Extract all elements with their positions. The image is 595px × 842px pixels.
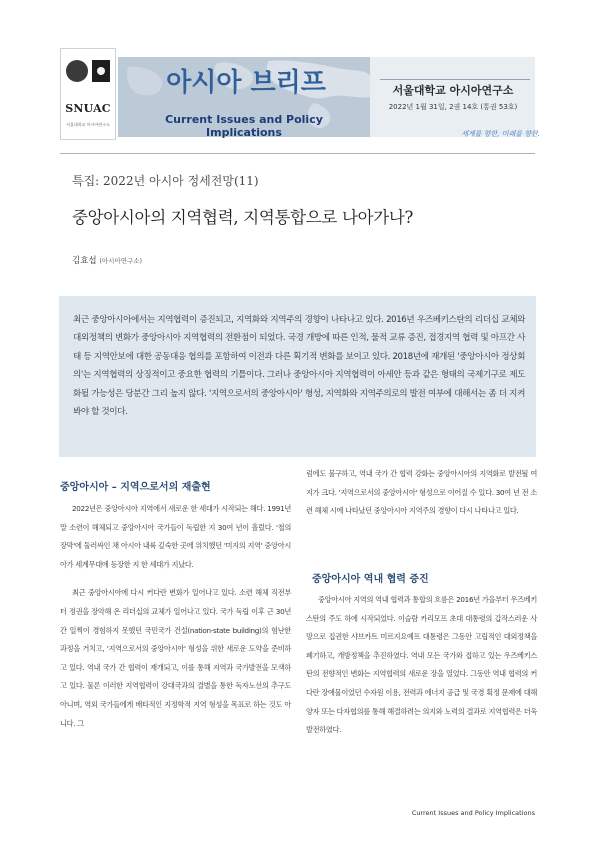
summary-text: 최근 중앙아시아에서는 지역협력이 증진되고, 지역화와 지역주의 경향이 나타나고 있다. 2016년 우즈베키스탄의 리더십 교체와 대외정책의 변화가 중앙아시아 지역협력의 전환점이 되었다. 국경 개방에 따른 인적, 물적 교류 증진, 접경지역 협력 및 아프간 사태 등 지역안보에 대한 공동대응 협의를 포함하여 이전과 다른 획기적 변화를 보이고 있다. 2018년에 재개된 '중앙아시아 정상회의'는 지역협력의 상징적이고 중요한 협력의 기틀이다. 그러나 중앙아시아 지역협력이 아세안 등과 같은 형태의 국제기구로 제도화될 가능성은 당분간 그리 높지 않다. '지역으로서의 중앙아시아' 형성, 지역화와 지역주의로의 발전 여부에 대해서는 좀 더 지켜봐야 할 것이다. (73, 315, 525, 418)
section-heading-1: 중앙아시아 – 지역으로서의 재출현 (60, 482, 211, 493)
article-headline: 중앙아시아의 지역협력, 지역통합으로 나아가나? (72, 208, 414, 227)
paragraph: 2022년은 중앙아시아 지역에서 새로운 한 세대가 시작되는 해다. 1991년 말 소련이 해체되고 중앙아시아 국가들이 독립한 지 30여 년이 흘렀다. '철의 장막'에 둘러싸인 채 아시아 내륙 깊숙한 곳에 위치했던 '미지의 지역' 중앙아시아가 세계무대에 등장한 지 한 세대가 지났다. (60, 504, 291, 569)
institute-emblem-icon (92, 60, 110, 82)
footer-text: Current Issues and Policy Implications (411, 809, 535, 817)
logo-text: SNUAC (65, 102, 111, 115)
university-emblem-icon (66, 60, 88, 82)
brief-title: 아시아 브리프 (166, 68, 326, 98)
left-column (60, 500, 291, 743)
author-name: 김효섭 (72, 256, 97, 266)
paragraph: 럼에도 불구하고, 역내 국가 간 협력 강화는 중앙아시아의 지역화로 발전될 여지가 크다. '지역으로서의 중앙아시아' 형성으로 이어질 수 있다. 30여 년 전 소련 해체 시에 나타났던 중앙아시아 지역주의 경향이 다시 나타나고 있다. (306, 469, 537, 516)
author-line (72, 254, 142, 266)
panel-divider (380, 79, 530, 80)
logo-subtitle: 서울대학교 아시아연구소 (66, 122, 110, 127)
right-column (306, 465, 537, 531)
section-heading-2: 중앙아시아 역내 협력 증진 (312, 574, 429, 585)
series-kicker: 특집: 2022년 아시아 정세전망(11) (72, 174, 259, 188)
issue-info: 2022년 1월 31일, 2권 14호 (통권 53호) (388, 103, 518, 111)
tagline: 세계를 향한, 미래를 향한. (461, 130, 540, 138)
author-affiliation: (아시아연구소) (99, 257, 143, 265)
paragraph: 중앙아시아 지역의 역내 협력과 통합의 흐름은 2016년 가을부터 우즈베키스탄의 주도 하에 시작되었다. 이슬람 카리모프 초대 대통령의 갑작스러운 사망으로 집권한 샤브카트 미르지요예프 대통령은 그동안 고립적인 대외정책을 폐기하고, 개방정책을 추진하였다. 역내 모든 국가와 접하고 있는 우즈베키스탄의 전향적인 변화는 지역협력의 새로운 장을 열었다. 그동안 역내 협력의 커다란 장애물이었던 수자원 이용, 전력과 에너지 공급 및 국경 획정 문제에 대해 양자 또는 다자협의를 통해 해결하려는 의지와 노력의 결과로 지역협력은 더욱 발전하였다. (306, 595, 537, 735)
right-column-section2 (306, 591, 537, 750)
institution-name: 서울대학교 아시아연구소 (392, 84, 514, 97)
paragraph: 최근 중앙아시아에 다시 커다란 변화가 일어나고 있다. 소련 해체 직전부터 정권을 장악해 온 리더십의 교체가 일어나고 있다. 국가 독립 이후 근 30년간 일찍이 경험하지 못했던 국민국가 건설(nation-state building)의 험난한 과정을 거치고, '지역으로서의 중앙아시아' 형성을 위한 새로운 도약을 준비하고 있다. 역내 국가 간 협력이 재개되고, 이를 통해 지역과 국가발전을 모색하고 있다. 물론 이러한 지역협력이 강대국과의 결별을 통한 독자노선의 추구도 아니며, 역외 국가들에게 배타적인 지정학적 지역 형성을 목표로 하는 것도 아니다. 그 (60, 588, 291, 728)
header-rule (60, 153, 535, 154)
brief-subtitle: Current Issues and Policy Implications (165, 113, 323, 139)
